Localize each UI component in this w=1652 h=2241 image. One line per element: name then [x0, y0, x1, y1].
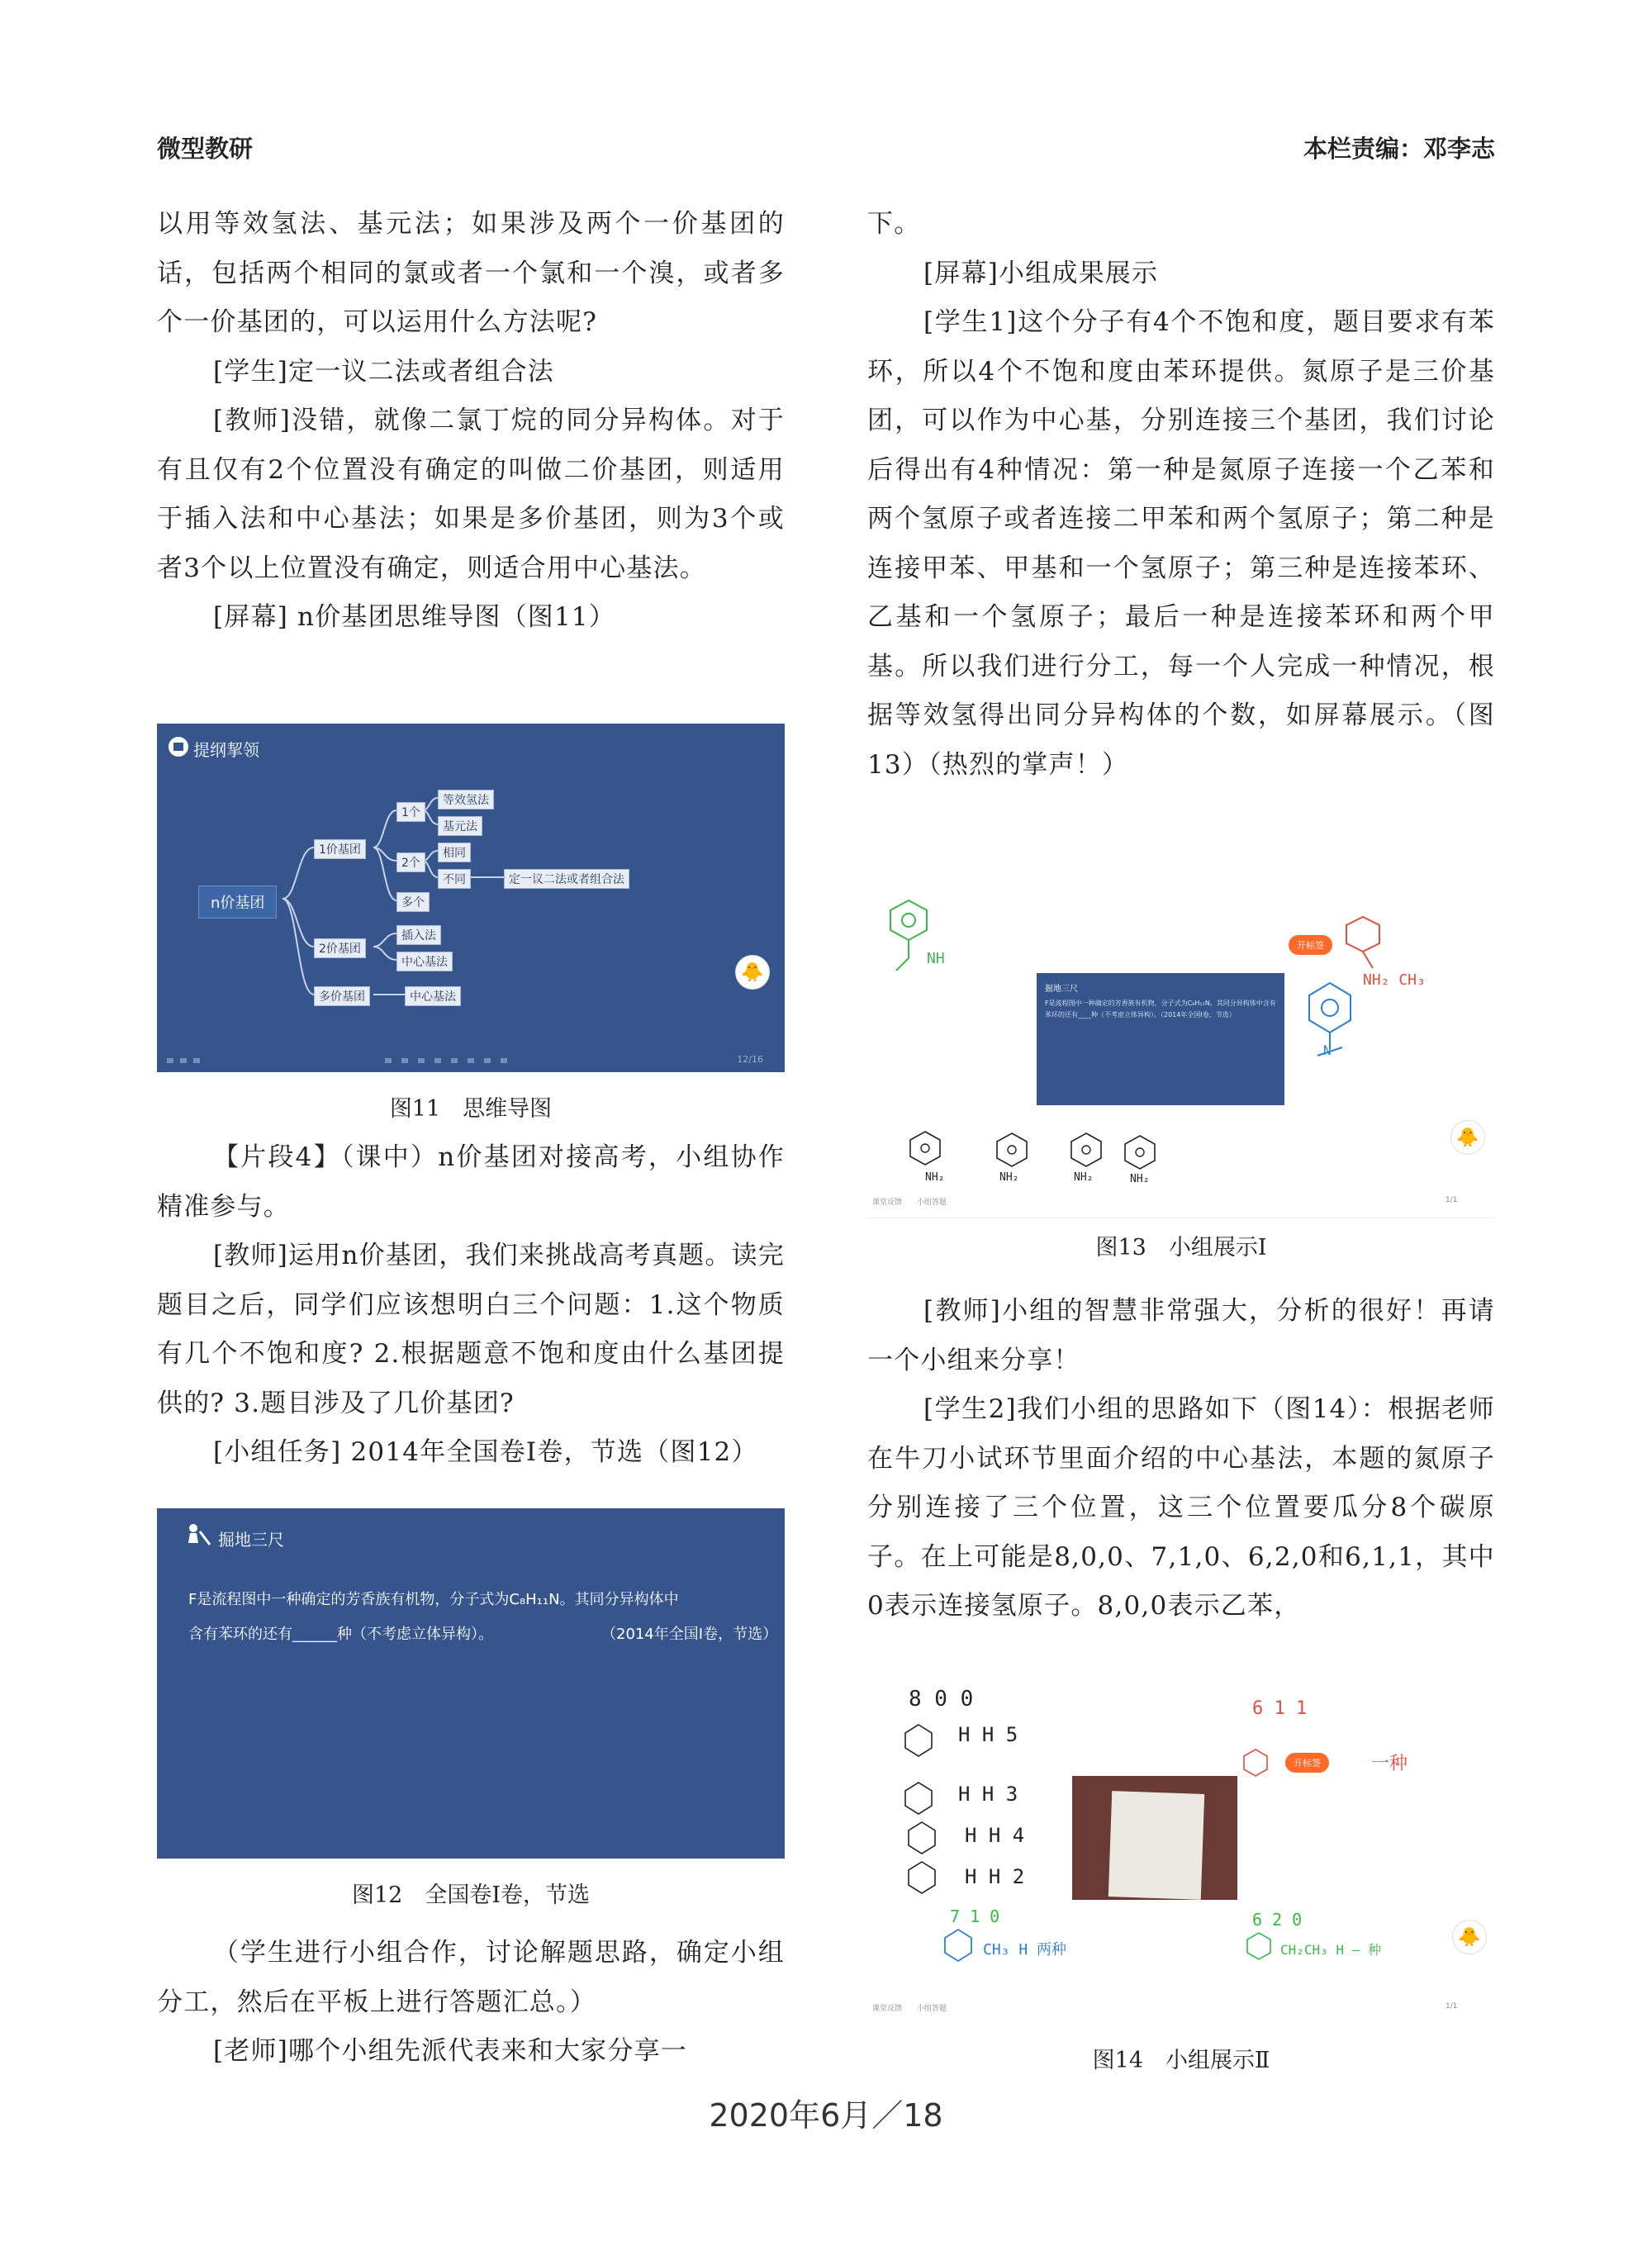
figure-13-caption-wrap [867, 1229, 1495, 1261]
paragraph: [屏幕]小组成果展示 [923, 258, 1159, 288]
figure-14-caption-wrap [867, 2042, 1495, 2074]
mindmap-node: 中心基法 [396, 952, 453, 971]
paragraph: [学生2]我们小组的思路如下（图14）：根据老师在牛刀小试环节里面介绍的中心基法，本题的氮原子分别连接了三个位置，这三个位置要瓜分8个碳原子。在上可能是8,0,0、7,1,0、6,2,0和6,1,1，其中0表示连接氢原子。8,0,0表示乙苯， [867, 1394, 1495, 1621]
mindmap-node: 2个 [396, 852, 425, 872]
slide-title: 提纲挈领 [193, 740, 259, 760]
nh2-label: NH₂ [925, 1171, 945, 1184]
page-indicator: 1/1 [1446, 2002, 1458, 2011]
figure-11-caption-wrap [157, 1090, 785, 1123]
bottom-left-label: 课堂反馈 [872, 1199, 903, 1207]
bottom-mid-label: 小组答题 [917, 1199, 947, 1207]
mindmap-node: 1个 [396, 802, 425, 822]
column-name: 微型教研 [157, 135, 254, 163]
handwritten-numbers: 8 0 0 [909, 1687, 974, 1712]
mindmap-node: 不同 [438, 869, 471, 889]
mindmap-node: 基元法 [438, 816, 482, 836]
question-source: （2014年全国Ⅰ卷，节选） [601, 1626, 778, 1643]
handwritten-note: CH₃ H 两种 [983, 1941, 1067, 1959]
embedded-question-screen [1037, 973, 1284, 1105]
mindmap-root: n价基团 [198, 885, 277, 919]
slide-toolbar [157, 1054, 785, 1067]
paragraph: [教师]运用n价基团，我们来挑战高考真题。读完题目之后，同学们应该想明白三个问题：1.这个物质有几个不饱和度? 2.根据题意不饱和度由什么基团提供的? 3.题目涉及了几价基团? [157, 1241, 785, 1418]
left-column-bottom [157, 1929, 785, 2077]
mindmap-node: 多价基团 [314, 986, 370, 1006]
left-column-middle [157, 1133, 785, 1478]
nh2-label: NH₂ [1074, 1171, 1094, 1184]
nh2-ch3-label: NH₂ CH₃ [1363, 971, 1426, 989]
nh2-label: NH₂ [999, 1171, 1019, 1184]
mascot-button[interactable]: 🐥 [1452, 1920, 1487, 1954]
figure-caption: 图11 思维导图 [389, 1096, 553, 1122]
handwritten-row: H H 4 [965, 1824, 1025, 1847]
label-tag[interactable]: 开标签 [1285, 1753, 1329, 1773]
mindmap-node: 插入法 [396, 925, 441, 945]
bottom-left-label: 课堂反馈 [872, 2005, 903, 2013]
mindmap-node: 2价基团 [314, 938, 366, 958]
mindmap-node: 1价基团 [314, 839, 366, 859]
paragraph: [学生]定一议二法或者组合法 [213, 356, 554, 387]
paragraph: [教师]没错，就像二氯丁烷的同分异构体。对于有且仅有2个位置没有确定的叫做二价基团，则适用于插入法和中心基法；如果是多价基团，则为3个或者3个以上位置没有确定，则适合用中心基法。 [157, 406, 785, 583]
right-column-middle [867, 1287, 1495, 1631]
left-column-top [157, 200, 785, 643]
handwritten-row: H H 2 [965, 1865, 1025, 1888]
figure-12-caption-wrap [157, 1877, 785, 1909]
figure-13-whiteboard [867, 867, 1495, 1218]
nh-label: NH [927, 950, 945, 967]
label-tag[interactable]: 开标签 [1289, 935, 1332, 955]
handwritten-numbers: 6 1 1 [1252, 1698, 1308, 1719]
question-line-1: F是流程图中一种确定的芳香族有机物，分子式为C₈H₁₁N。其同分异构体中 [188, 1591, 679, 1608]
mascot-button[interactable]: 🐥 [735, 955, 770, 990]
screen-title: 掘地三尺 [1045, 985, 1078, 994]
n-label: N [1323, 1042, 1332, 1058]
handwritten-row: H H 3 [958, 1783, 1018, 1806]
handwritten-note: CH₂CH₃ H — 种 [1280, 1942, 1381, 1958]
paragraph: 下。 [867, 209, 921, 239]
nh2-label: NH₂ [1130, 1173, 1150, 1185]
figure-12-question-slide [157, 1508, 785, 1859]
editor-credit: 本栏责编：邓李志 [1303, 135, 1495, 163]
mindmap-node: 定一议二法或者组合法 [504, 869, 629, 889]
question-line-2: 含有苯环的还有______种（不考虑立体异构）。 [188, 1626, 493, 1643]
paragraph: [教师]小组的智慧非常强大，分析的很好！再请一个小组来分享！ [867, 1296, 1495, 1375]
paragraph: 【片段4】（课中）n价基团对接高考，小组协作精准参与。 [157, 1142, 785, 1222]
paragraph: 以用等效氢法、基元法；如果涉及两个一价基团的话，包括两个相同的氯或者一个氯和一个溴，或者多个一价基团的，可以运用什么方法呢? [157, 209, 785, 337]
figure-caption: 图13 小组展示Ⅰ [1095, 1235, 1267, 1261]
handwritten-numbers: 7 1 0 [950, 1906, 1000, 1926]
figure-11-mindmap [157, 724, 785, 1072]
mascot-button[interactable]: 🐥 [1450, 1120, 1485, 1155]
right-column-top [867, 200, 1495, 790]
paragraph: [屏幕] n价基团思维导图（图11） [213, 602, 616, 632]
mindmap-node: 多个 [396, 892, 430, 912]
mindmap-node: 等效氢法 [438, 790, 494, 810]
page-footer: 2020年6月／18 [709, 2097, 943, 2134]
paragraph: [老师]哪个小组先派代表来和大家分享一 [213, 2036, 687, 2066]
handwritten-row: H H 5 [958, 1723, 1018, 1746]
paragraph: [小组任务] 2014年全国卷Ⅰ卷，节选（图12） [213, 1437, 758, 1467]
figure-caption: 图14 小组展示Ⅱ [1092, 2048, 1270, 2073]
handwritten-numbers: 6 2 0 [1252, 1910, 1303, 1930]
screen-question: F是流程图中一种确定的芳香族有机物，分子式为C₈H₁₁N。其同分异构体中含有苯环的还有____种（不考虑立体异构）。（2014年全国Ⅰ卷，节选） [1045, 999, 1276, 1018]
mindmap-node: 相同 [438, 843, 471, 862]
student-answer-photo [1072, 1776, 1237, 1900]
page-indicator: 1/1 [1446, 1196, 1458, 1204]
paragraph: [学生1]这个分子有4个不饱和度，题目要求有苯环，所以4个不饱和度由苯环提供。氮原子是三价基团，可以作为中心基，分别连接三个基团，我们讨论后得出有4种情况：第一种是氮原子连接一个乙苯和两个氢原子或者连接二甲苯和两个氢原子；第二种是连接甲苯、甲基和一个氢原子；第三种是连接苯环、乙基和一个氢原子；最后一种是连接苯环和两个甲基。所以我们进行分工，每一个人完成一种情况，根据等效氢得出同分异构体的个数，如屏幕展示。（图13）（热烈的掌声！） [867, 307, 1495, 780]
slide-title: 掘地三尺 [218, 1530, 284, 1550]
bottom-mid-label: 小组答题 [917, 2005, 947, 2013]
figure-caption: 图12 全国卷Ⅰ卷，节选 [351, 1883, 591, 1908]
handwritten-note: 一种 [1371, 1754, 1408, 1774]
figure-14-whiteboard [867, 1675, 1495, 2025]
page-indicator: 12/16 [737, 1054, 763, 1065]
digging-icon [185, 1523, 213, 1548]
mindmap-node: 中心基法 [405, 986, 461, 1006]
paragraph: （学生进行小组合作，讨论解题思路，确定小组分工，然后在平板上进行答题汇总。） [157, 1938, 785, 2017]
